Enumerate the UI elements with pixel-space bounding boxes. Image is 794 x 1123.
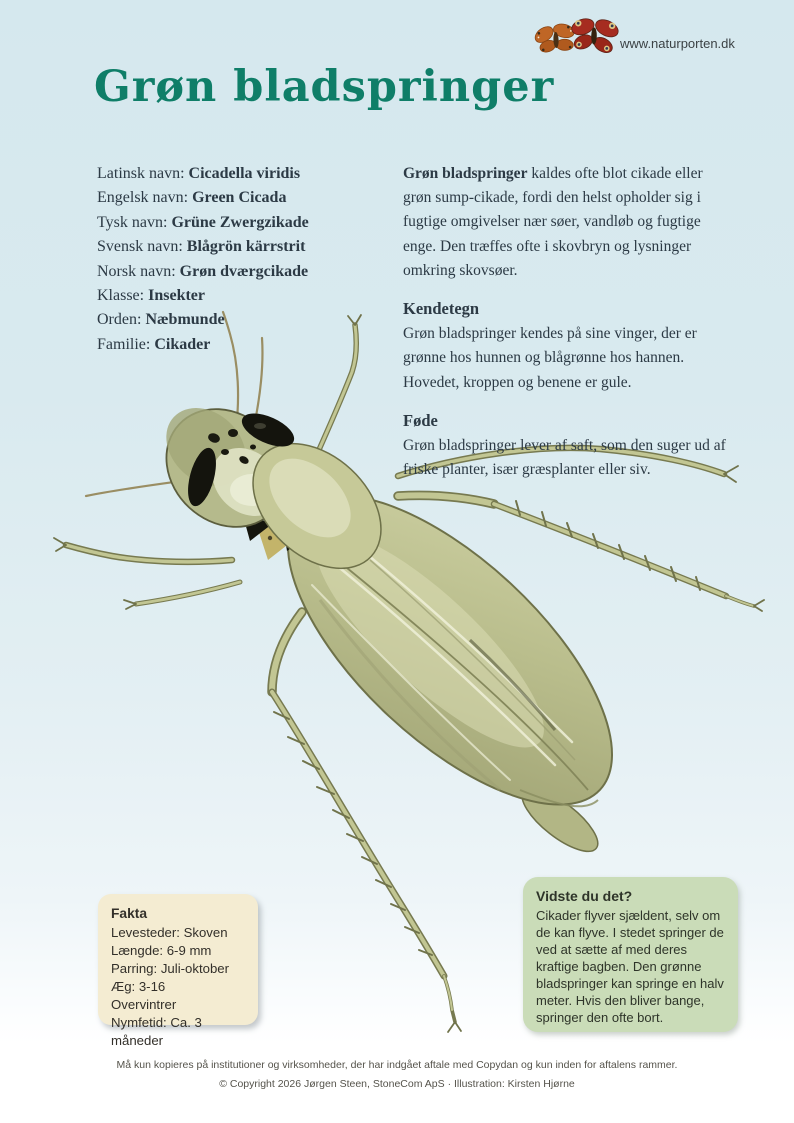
section-text-foede: Grøn bladspringer lever af saft, som den suger ud af friske planter, især græsplanter eller siv. xyxy=(403,437,726,479)
taxonomy-row xyxy=(97,308,397,332)
taxonomy-row xyxy=(97,260,397,284)
butterfly-logo xyxy=(534,12,624,62)
taxonomy-label: Orden: xyxy=(97,311,142,329)
peacock-butterfly-icon xyxy=(567,13,622,56)
taxonomy-row xyxy=(97,284,397,308)
taxonomy-value: Blågrön kärrstrit xyxy=(186,238,306,256)
fakta-heading: Fakta xyxy=(111,906,148,921)
page-title: Grøn bladspringer xyxy=(94,62,555,112)
fakta-line: Parring: Juli-oktober xyxy=(111,961,230,976)
section-text-kendetegn: Grøn bladspringer kendes på sine vinger, der er grønne hos hunnen og blågrønne hos hannen. Hovedet, kroppen og benene er gule. xyxy=(403,325,697,391)
fakta-line: Æg: 3-16 xyxy=(111,979,166,994)
fakta-box xyxy=(98,894,258,1048)
taxonomy-label: Engelsk navn: xyxy=(97,189,189,207)
site-url: www.naturporten.dk xyxy=(620,36,735,51)
taxonomy-value: Næbmunde xyxy=(145,311,225,329)
fakta-line: Nymfetid: Ca. 3 måneder xyxy=(111,1015,202,1048)
taxonomy-label: Tysk navn: xyxy=(97,213,168,231)
didyouknow-heading: Vidste du det? xyxy=(536,888,633,904)
taxonomy-row xyxy=(97,235,397,259)
didyouknow-box xyxy=(523,877,738,1032)
section-heading-kendetegn: Kendetegn xyxy=(403,299,480,319)
taxonomy-list xyxy=(97,162,397,357)
taxonomy-value: Insekter xyxy=(148,287,205,305)
taxonomy-label: Klasse: xyxy=(97,287,145,305)
taxonomy-value: Green Cicada xyxy=(192,189,287,207)
taxonomy-label: Familie: xyxy=(97,335,151,353)
fakta-line: Længde: 6-9 mm xyxy=(111,943,212,958)
description-column xyxy=(403,162,727,482)
taxonomy-row xyxy=(97,162,397,186)
taxonomy-row xyxy=(97,211,397,235)
taxonomy-row xyxy=(97,186,397,210)
taxonomy-value: Cikader xyxy=(154,335,211,353)
intro-paragraph xyxy=(403,162,727,283)
taxonomy-label: Latinsk navn: xyxy=(97,165,185,182)
footer-copyright: © Copyright 2026 Jørgen Steen, StoneCom ApS · Illustration: Kirsten Hjørne xyxy=(219,1078,575,1090)
didyouknow-text: Cikader flyver sjældent, selv om de kan flyve. I stedet springer de ved at sætte af med deres kraftige bagben. Den grønne bladspringer kan springe en halv meter. Hvis den bliver bange, springer den ofte bort. xyxy=(536,908,724,1025)
taxonomy-label: Norsk navn: xyxy=(97,262,176,280)
taxonomy-value: Grüne Zwergzikade xyxy=(171,213,309,231)
taxonomy-row xyxy=(97,333,397,357)
taxonomy-label: Svensk navn: xyxy=(97,238,183,256)
intro-text: kaldes ofte blot cikade eller grøn sump-cikade, fordi den helst opholder sig i fugtige omgivelser nær søer, vandløb og fugtige enge. Den træffes ofte i skovbryn og lysninger omkring skovsøer. xyxy=(403,165,703,279)
taxonomy-value: Cicadella viridis xyxy=(188,165,301,182)
tortoiseshell-butterfly-icon xyxy=(534,19,579,56)
intro-lead: Grøn bladspringer xyxy=(403,165,528,182)
footer xyxy=(0,1056,794,1094)
taxonomy-value: Grøn dværgcikade xyxy=(179,262,309,280)
section-heading-foede: Føde xyxy=(403,410,438,430)
fakta-line: Overvintrer xyxy=(111,997,177,1012)
fakta-line: Levesteder: Skoven xyxy=(111,925,228,940)
footer-copy-restriction: Må kun kopieres på institutioner og virksomheder, der har indgået aftale med Copydan og kun inden for aftalens rammer. xyxy=(116,1059,678,1071)
